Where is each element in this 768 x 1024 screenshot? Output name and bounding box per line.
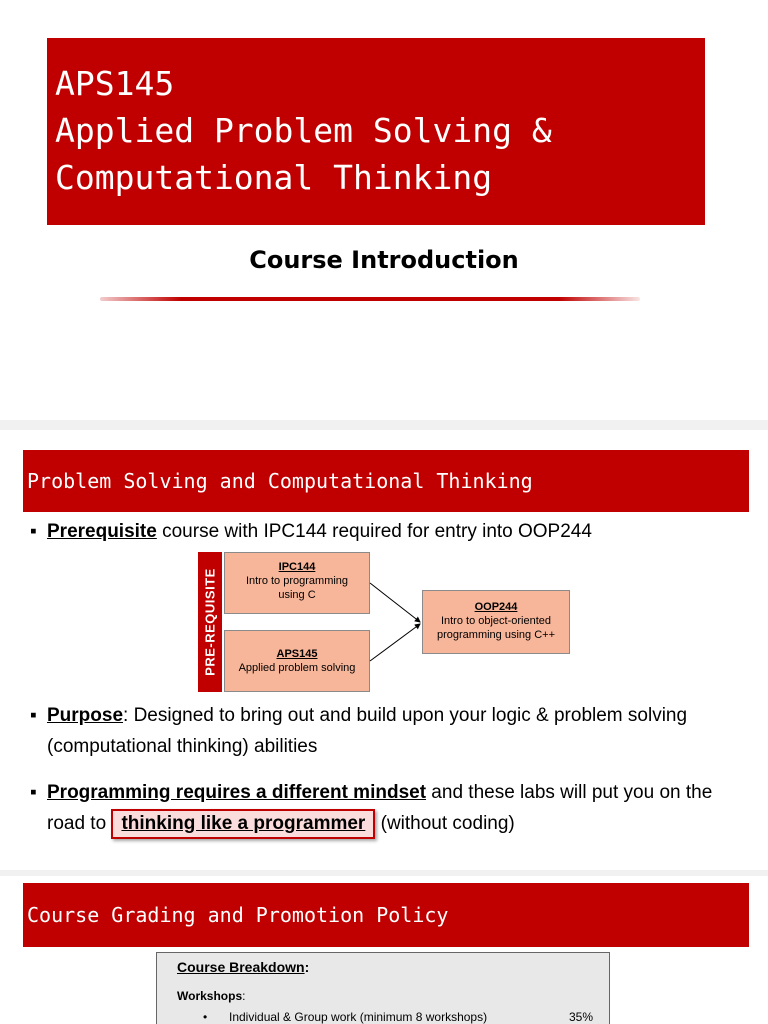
aps145-code: APS145 — [276, 648, 318, 660]
breakdown-heading: Course Breakdown: — [177, 959, 310, 975]
bullet-tail: (without coding) — [375, 813, 515, 834]
row-label: Individual & Group work (minimum 8 workshops) — [229, 1010, 488, 1024]
bullet-mark: ▪ — [30, 521, 37, 542]
bullet-keyword: Purpose — [47, 705, 124, 726]
bullet-keyword: Prerequisite — [47, 521, 157, 542]
bullet-mark: ▪ — [30, 705, 37, 726]
section-banner: Course Grading and Promotion Policy — [23, 883, 749, 947]
bullet-text: : Designed to bring out and build upon your logic & problem solving (computational thinking) abilities — [47, 705, 688, 757]
grading-slide — [0, 876, 768, 1024]
overview-slide — [0, 432, 768, 872]
oop244-code: OOP244 — [474, 601, 518, 613]
aps145-box: APS145 Applied problem solving — [224, 630, 370, 692]
bullet-mindset — [30, 777, 746, 839]
ipc144-box: IPC144 Intro to programming using C — [224, 552, 370, 614]
course-breakdown-table — [156, 952, 610, 1024]
bullet-mark: ▪ — [30, 782, 37, 803]
row-bullet: • — [203, 1010, 208, 1024]
prerequisite-diagram — [198, 552, 578, 692]
course-code: APS145 — [55, 64, 175, 103]
workshops-label: Workshops: — [177, 989, 246, 1003]
title-banner — [47, 38, 705, 225]
bullet-text: and these labs will put you on the road to — [47, 782, 713, 834]
bullet-keyword: Programming requires a different mindset — [47, 782, 427, 803]
highlight-box: thinking like a programmer — [111, 809, 375, 839]
bullet-prerequisite — [30, 516, 746, 547]
course-title-line-1: Applied Problem Solving & — [55, 111, 552, 150]
bullet-purpose — [30, 700, 746, 762]
section-banner: Problem Solving and Computational Thinking — [23, 450, 749, 512]
title-slide — [0, 0, 768, 420]
decorative-brush-line — [100, 297, 640, 301]
oop244-box: OOP244 Intro to object-oriented programming using C++ — [422, 590, 570, 654]
bullet-text: course with IPC144 required for entry into OOP244 — [156, 521, 592, 542]
diagram-arrows — [198, 552, 578, 692]
course-title-line-2: Computational Thinking — [55, 158, 493, 197]
slide-separator — [0, 420, 768, 430]
prerequisite-side-label: PRE-REQUISITE — [198, 552, 222, 692]
ipc144-code: IPC144 — [278, 561, 316, 573]
slide-subtitle: Course Introduction — [249, 246, 519, 274]
row-value: 35% — [569, 1010, 594, 1024]
